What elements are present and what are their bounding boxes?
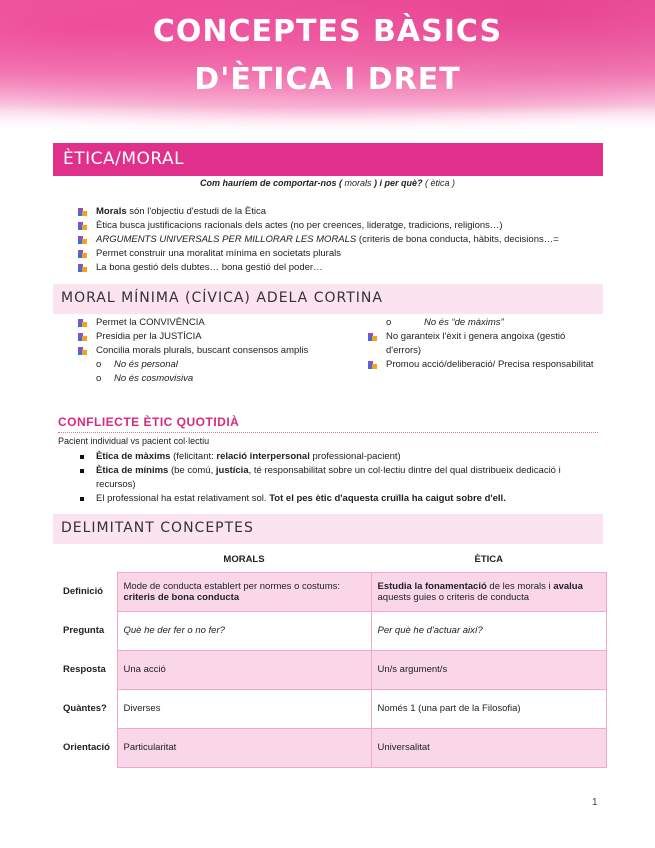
- bullet-text: Permet la CONVIVÈNCIA: [96, 317, 205, 328]
- item-text: (be comú,: [168, 465, 216, 476]
- list-item: [78, 492, 598, 506]
- question-part: Com hauríem de comportar-nos (: [199, 178, 342, 188]
- item-text: El professional ha estat relativament sol.: [96, 493, 270, 504]
- cell-text: Mode de conducta establert per normes o costums:: [123, 580, 341, 592]
- bullet-icon: [78, 333, 87, 341]
- cell-bold: avalua: [553, 580, 583, 592]
- item-bold: Ètica de mínims: [96, 465, 169, 476]
- bullet-icon: [78, 222, 87, 230]
- etica-bullet-list: [76, 205, 606, 275]
- moral-minima-right-column: [366, 316, 598, 372]
- section-heading-etica-moral: [53, 143, 603, 176]
- table-row: [55, 728, 607, 767]
- list-item: [76, 205, 606, 219]
- bullet-text: Concilia morals plurals, buscant consensos amplis: [96, 345, 309, 356]
- list-item: [78, 450, 598, 464]
- table-cell-morals: Una acció: [117, 650, 371, 689]
- bullet-icon: [78, 236, 87, 244]
- title-line-2: D'ÈTICA I DRET: [194, 62, 461, 97]
- header-banner: [0, 0, 655, 132]
- table-row: [55, 650, 607, 689]
- list-item: [366, 358, 598, 372]
- item-text: , té responsabilitat sobre un col·lectiu dintre del qual distribueix dedicació i recursos): [96, 465, 561, 490]
- bullet-text: Ètica busca justificacions racionals dels actes (no per creences, lideratge, tradicions, religions…): [96, 220, 503, 231]
- cell-text: aquests guies o criteris de conducta: [377, 591, 530, 603]
- list-item: [76, 261, 606, 275]
- item-bold: justícia: [215, 465, 249, 476]
- item-text: (felicitant:: [170, 451, 217, 462]
- table-cell-etica: Per què he d'actuar així?: [371, 611, 607, 650]
- table-cell-morals: Diverses: [117, 689, 371, 728]
- bullet-text: La bona gestió dels dubtes… bona gestió del poder…: [96, 262, 323, 273]
- section-heading-text: ÈTICA/MORAL: [63, 149, 185, 169]
- list-item: [76, 330, 326, 344]
- conflict-intro: Pacient individual vs pacient col·lectiu: [58, 436, 210, 446]
- list-item: [366, 330, 598, 358]
- bullet-icon: [78, 347, 87, 355]
- sub-item: o No és personal: [76, 358, 326, 372]
- row-label: Resposta: [63, 664, 106, 675]
- section-heading-delimitant: [53, 514, 603, 544]
- table-row: [55, 689, 607, 728]
- conflict-list: [78, 450, 598, 506]
- list-item: [76, 247, 606, 261]
- key-question: [0, 178, 655, 188]
- list-item: [76, 316, 326, 330]
- bullet-icon: [78, 208, 87, 216]
- sub-item: o No és cosmovisiva: [76, 372, 326, 386]
- bullet-icon: [78, 250, 87, 258]
- bullet-bold: Morals: [96, 206, 127, 217]
- table-corner: [55, 548, 117, 572]
- row-label: Pregunta: [63, 625, 105, 636]
- row-label: Definició: [63, 586, 104, 597]
- list-item: [76, 219, 606, 233]
- section-heading-text: DELIMITANT CONCEPTES: [61, 520, 254, 536]
- list-item: [76, 344, 326, 358]
- item-bold: Tot el pes ètic d'aquesta cruïlla ha caigut sobre d'ell.: [269, 493, 506, 504]
- moral-minima-left-list: [76, 316, 326, 358]
- bullet-text: Presidia per la JUSTÍCIA: [96, 331, 202, 342]
- column-header-etica: ÈTICA: [474, 554, 503, 566]
- table-row: [55, 572, 607, 611]
- divider: [58, 432, 598, 433]
- bullet-text: ARGUMENTS UNIVERSALS PER MILLORAR LES MORALS: [96, 234, 357, 245]
- bullet-text: No garanteix l'èxit i genera angoixa (gestió d'errors): [386, 331, 566, 356]
- cell-bold: Estudia la fonamentació: [377, 580, 487, 592]
- title-line-1: CONCEPTES BÀSICS: [152, 14, 503, 49]
- question-part: ) i per què?: [374, 178, 426, 188]
- table-cell-etica: [371, 572, 607, 611]
- sub-item: [366, 316, 598, 330]
- moral-minima-right-list: [366, 330, 598, 372]
- bullet-text: (criteris de bona conducta, hàbits, decisions…=: [356, 234, 559, 245]
- item-bold: relació interpersonal: [216, 451, 310, 462]
- bullet-icon: [368, 361, 377, 369]
- list-item: [76, 233, 606, 247]
- table-cell-etica: Només 1 (una part de la Filosofia): [371, 689, 607, 728]
- question-part: morals: [341, 178, 374, 188]
- cell-bold: criteris de bona conducta: [123, 591, 240, 603]
- bullet-text: Permet construir una moralitat mínima en societats plurals: [96, 248, 341, 259]
- cell-text: de les morals i: [486, 580, 554, 592]
- table-row: [55, 611, 607, 650]
- table-cell-etica: Universalitat: [371, 728, 607, 767]
- section-heading-text: MORAL MÍNIMA (CÍVICA) ADELA CORTINA: [61, 290, 383, 306]
- page-number: 1: [592, 797, 598, 808]
- section-heading-moral-minima: [53, 284, 603, 314]
- bullet-icon: [368, 333, 377, 341]
- sub-item-text: No és “de màxims”: [424, 317, 504, 328]
- bullet-icon: [78, 264, 87, 272]
- table-cell-etica: Un/s argument/s: [371, 650, 607, 689]
- row-label: Quàntes?: [63, 703, 107, 714]
- list-item: [78, 464, 598, 492]
- question-part: ( ètica ): [425, 178, 456, 188]
- table-cell-morals: Particularitat: [117, 728, 371, 767]
- item-bold: Ètica de màxims: [96, 451, 171, 462]
- row-label: Orientació: [63, 742, 110, 753]
- column-header-morals: MORALS: [223, 554, 265, 566]
- conflict-heading: CONFLIECTE ÈTIC QUOTIDIÀ: [58, 415, 240, 429]
- item-text: professional-pacient): [309, 451, 401, 462]
- table-cell-morals: Què he der fer o no fer?: [117, 611, 371, 650]
- table-header-row: [55, 548, 607, 572]
- moral-minima-left-column: [76, 316, 326, 386]
- table-cell-morals: [117, 572, 371, 611]
- bullet-icon: [78, 319, 87, 327]
- bullet-text: són l'objectiu d'estudi de la Ètica: [126, 206, 266, 217]
- bullet-text: Promou acció/deliberació/ Precisa responsabilitat: [386, 359, 594, 370]
- comparison-table: [55, 548, 607, 768]
